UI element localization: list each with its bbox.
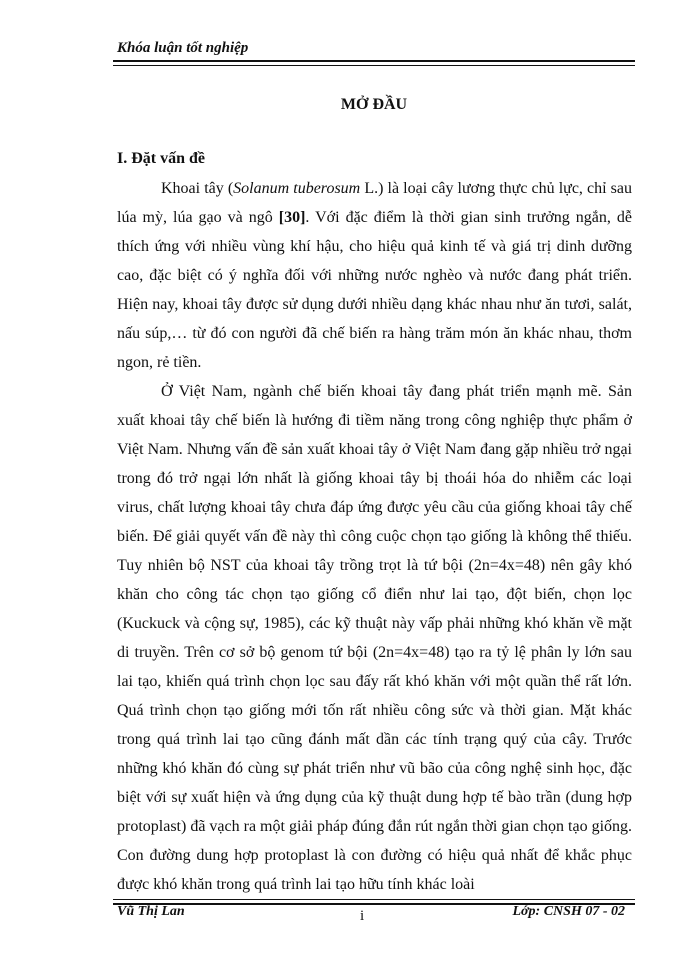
paragraph-1 (117, 174, 632, 377)
header-divider (113, 60, 635, 66)
paragraph-1-intro: Khoai tây ( (161, 180, 234, 197)
paragraph-1-text: L.) là loại cây lương thực chủ lực, chỉ sau lúa mỳ, lúa gạo và ngô (117, 180, 632, 226)
species-name: Solanum tuberosum (233, 180, 361, 197)
paragraph-1-rest: . Với đặc điểm là thời gian sinh trưởng ngắn, dễ thích ứng với nhiều vùng khí hậu, cho hiệu quả kinh tế và giá trị dinh dưỡng cao, đặc biệt có ý nghĩa đối với những nước nghèo và nước đang phát triển. Hiện nay, khoai tây được sử dụng dưới nhiều dạng khác nhau như ăn tươi, salát, nấu súp,… từ đó con người đã chế biến ra hàng trăm món ăn khác nhau, thơm ngon, rẻ tiền. (117, 209, 632, 371)
body-text (117, 174, 632, 899)
citation: [30] (278, 209, 306, 226)
paragraph-2: Ở Việt Nam, ngành chế biến khoai tây đang phát triển mạnh mẽ. Sản xuất khoai tây chế biến là hướng đi tiềm năng trong công nghiệp thực phẩm ở Việt Nam. Nhưng vấn đề sản xuất khoai tây ở Việt Nam đang gặp nhiều trở ngại trong đó trở ngại lớn nhất là giống khoai tây bị thoái hóa do nhiễm các loại virus, chất lượng khoai tây chưa đáp ứng được yêu cầu của giống khoai tây chế biến. Để giải quyết vấn đề này thì công cuộc chọn tạo giống là không thể thiếu. Tuy nhiên bộ NST của khoai tây trồng trọt là tứ bội (2n=4x=48) nên gây khó khăn cho công tác chọn tạo giống cổ điển như lai tạo, đột biến, chọn lọc (Kuckuck và cộng sự, 1985), các kỹ thuật này vấp phải những khó khăn về mặt di truyền. Trên cơ sở bộ genom tứ bội (2n=4x=48) tạo ra tỷ lệ phân ly lớn sau lai tạo, khiến quá trình chọn lọc sau đấy rất khó khăn với một quần thể rất lớn. Quá trình chọn tạo giống mới tốn rất nhiều công sức và thời gian. Mặt khác trong quá trình lai tạo cũng đánh mất dần các tính trạng quý của cây. Trước những khó khăn đó cùng sự phát triển như vũ bão của công nghệ sinh học, đặc biệt với sự xuất hiện và ứng dụng của kỹ thuật dung hợp tế bào trần (dung hợp protoplast) đã vạch ra một giải pháp đúng đắn rút ngắn thời gian chọn tạo giống. Con đường dung hợp protoplast là con đường có hiệu quả nhất để khắc phục được khó khăn trong quá trình lai tạo hữu tính khác loài (117, 383, 633, 893)
page-number: i (360, 908, 365, 924)
footer-class: Lớp: CNSH 07 - 02 (512, 904, 625, 919)
footer-author: Vũ Thị Lan (117, 904, 185, 919)
page-title: MỞ ĐẦU (340, 96, 408, 113)
running-header: Khóa luận tốt nghiệp (117, 40, 249, 56)
section-heading: I. Đặt vấn đề (117, 150, 206, 167)
